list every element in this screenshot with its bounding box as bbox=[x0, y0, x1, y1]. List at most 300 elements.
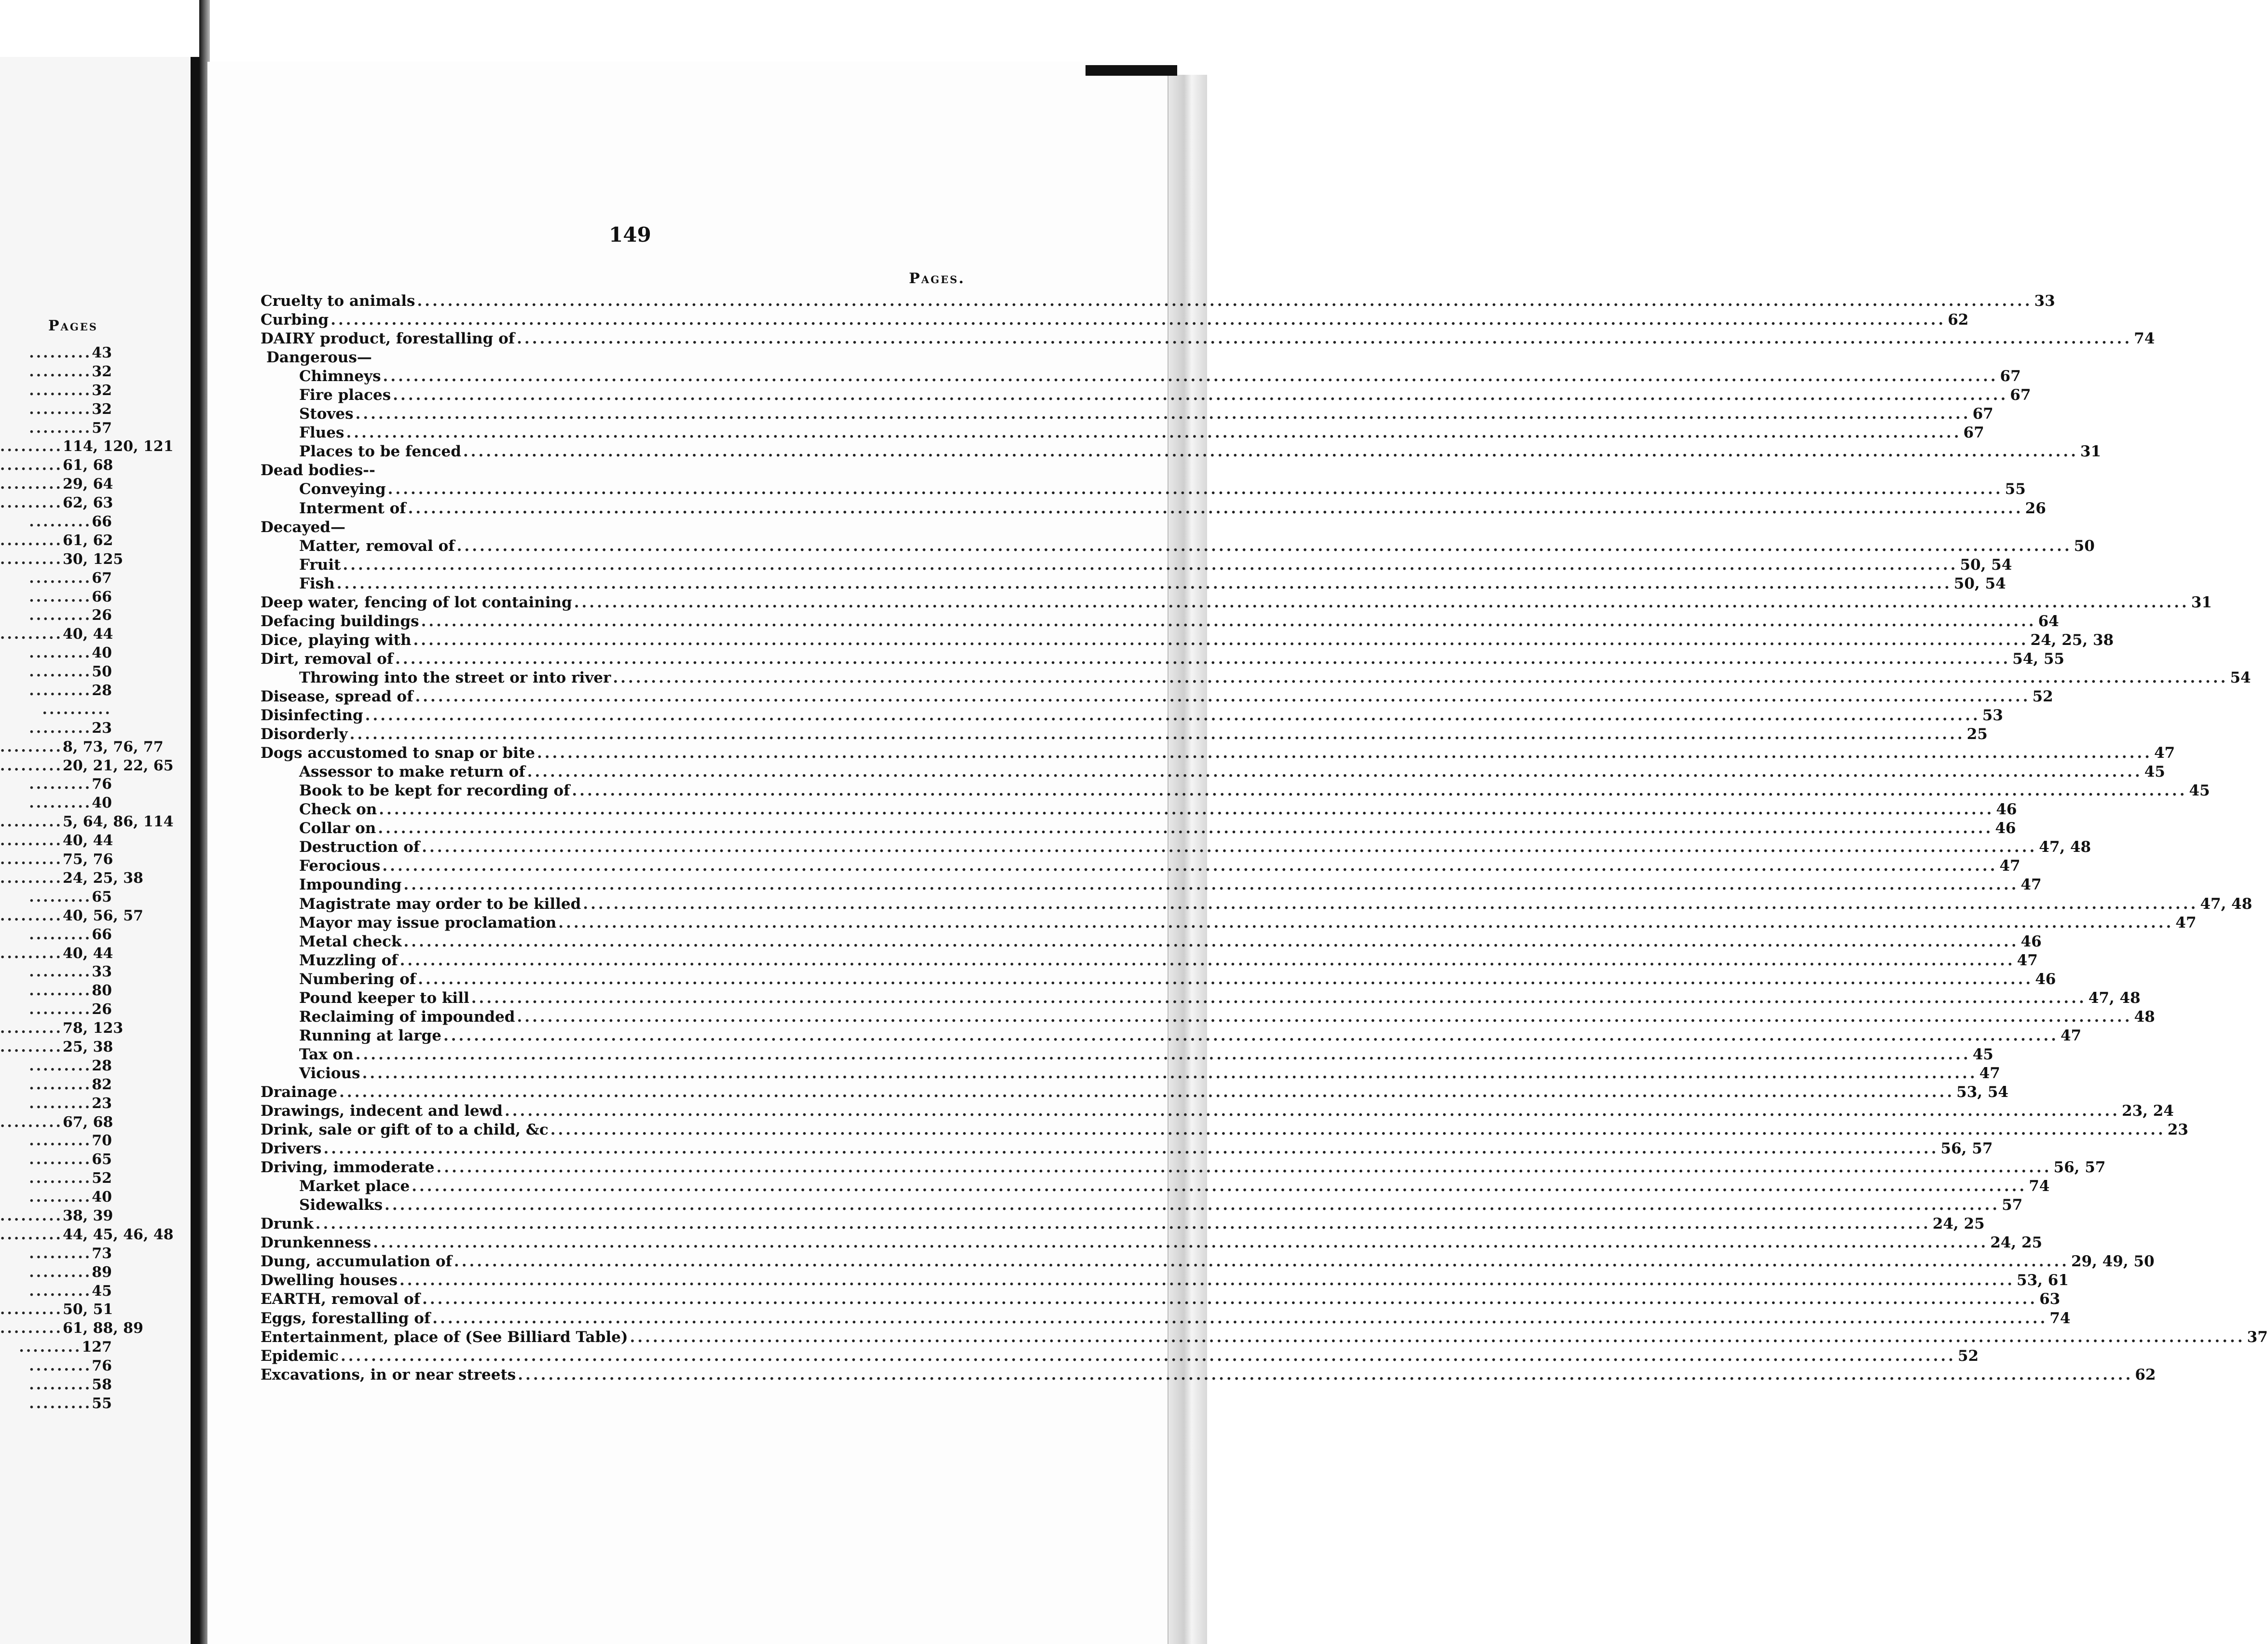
index-entry bbox=[261, 442, 2102, 461]
left-ref-pages: 67, 68 bbox=[63, 1113, 113, 1131]
leader-dots: ......... bbox=[29, 1170, 92, 1187]
index-term: Collar on bbox=[299, 820, 376, 837]
leader-dots bbox=[613, 669, 2228, 687]
index-term: Running at large bbox=[299, 1027, 441, 1044]
leader-dots bbox=[341, 1347, 1956, 1366]
index-entry bbox=[261, 1328, 2268, 1347]
left-ref-pages: 23 bbox=[92, 1095, 112, 1112]
left-ref-row bbox=[0, 513, 112, 532]
leader-dots bbox=[422, 1290, 2037, 1309]
left-ref-row bbox=[0, 1132, 112, 1151]
left-ref-pages: 76 bbox=[92, 776, 112, 793]
index-entry bbox=[261, 1233, 2043, 1252]
left-ref-pages: 70 bbox=[92, 1132, 112, 1150]
index-term: Drainage bbox=[261, 1083, 338, 1101]
left-ref-pages: 75, 76 bbox=[63, 851, 113, 868]
left-ref-pages: 20, 21, 22, 65 bbox=[63, 757, 174, 774]
left-ref-row bbox=[0, 869, 144, 888]
left-ref-row bbox=[0, 1038, 112, 1057]
index-entry bbox=[261, 1177, 2050, 1196]
index-entry bbox=[261, 424, 1984, 442]
left-ref-pages: 61, 88, 89 bbox=[63, 1320, 144, 1337]
leader-dots: ......... bbox=[29, 1095, 92, 1112]
index-pages: 46 bbox=[2021, 932, 2042, 950]
leader-dots: ......... bbox=[29, 382, 92, 399]
leader-dots: ......... bbox=[29, 663, 92, 681]
index-pages: 74 bbox=[2049, 1309, 2071, 1327]
leader-dots: ......... bbox=[0, 1207, 63, 1224]
left-ref-row bbox=[0, 907, 144, 926]
left-ref-row bbox=[0, 719, 112, 738]
index-pages: 47 bbox=[2175, 914, 2197, 932]
index-pages: 67 bbox=[2010, 386, 2031, 404]
left-ref-pages: 66 bbox=[92, 513, 112, 531]
left-ref-pages: 57 bbox=[92, 419, 112, 437]
index-pages: 23 bbox=[2167, 1121, 2188, 1139]
index-entry bbox=[261, 669, 2251, 687]
index-term: Stoves bbox=[299, 405, 354, 423]
leader-dots bbox=[337, 575, 1952, 593]
index-entry bbox=[261, 1215, 1985, 1233]
index-term: Drivers bbox=[261, 1140, 322, 1158]
leader-dots: ......... bbox=[0, 1320, 63, 1337]
leader-dots: ......... bbox=[29, 888, 92, 905]
index-pages: 53 bbox=[1982, 707, 2003, 725]
leader-dots: ......... bbox=[0, 494, 63, 512]
index-term: Reclaiming of impounded bbox=[299, 1008, 515, 1026]
index-term: Tax on bbox=[299, 1045, 354, 1063]
left-ref-row bbox=[0, 1076, 112, 1095]
left-ref-row bbox=[0, 625, 112, 644]
left-ref-row bbox=[0, 1282, 112, 1301]
left-ref-pages: 40, 44 bbox=[63, 945, 113, 962]
leader-dots: ......... bbox=[0, 1226, 63, 1243]
index-pages: 56, 57 bbox=[2053, 1159, 2106, 1177]
left-ref-pages: 32 bbox=[92, 363, 112, 380]
index-term: Numbering of bbox=[299, 970, 416, 988]
leader-dots: ......... bbox=[0, 832, 63, 849]
index-entry bbox=[261, 292, 2055, 311]
left-ref-pages: 114, 120, 121 bbox=[63, 438, 174, 455]
index-entry bbox=[261, 687, 2053, 706]
index-pages: 53, 54 bbox=[1956, 1083, 2008, 1101]
index-term: Assessor to make return of bbox=[299, 763, 525, 781]
leader-dots: ......... bbox=[29, 1001, 92, 1018]
index-term: Dogs accustomed to snap or bite bbox=[261, 744, 535, 762]
leader-dots: ......... bbox=[0, 907, 63, 924]
leader-dots: ......... bbox=[0, 1038, 63, 1055]
index-pages: 57 bbox=[2002, 1196, 2023, 1214]
leader-dots bbox=[388, 480, 2003, 499]
index-pages: 47 bbox=[1979, 1064, 2000, 1082]
left-ref-row bbox=[0, 1245, 112, 1263]
index-term: Metal check bbox=[299, 932, 402, 950]
left-ref-row bbox=[0, 1095, 112, 1113]
left-ref-row bbox=[0, 794, 112, 813]
index-entry bbox=[261, 329, 2155, 348]
index-pages: 56, 57 bbox=[1940, 1140, 1993, 1158]
index-entry bbox=[261, 970, 2056, 989]
leader-dots bbox=[527, 763, 2143, 781]
left-ref-pages: 55 bbox=[92, 1395, 112, 1412]
index-entry bbox=[261, 650, 2065, 669]
index-pages: 47 bbox=[1999, 857, 2021, 875]
index-list bbox=[261, 292, 2268, 1384]
index-entry bbox=[261, 556, 2012, 575]
index-term: Chimneys bbox=[299, 368, 381, 385]
left-ref-pages: 66 bbox=[92, 926, 112, 943]
left-ref-pages: 40, 44 bbox=[63, 626, 113, 643]
leader-dots: ......... bbox=[0, 738, 63, 755]
left-ref-row bbox=[0, 419, 112, 438]
leader-dots: ......... bbox=[29, 1282, 92, 1300]
scan-artifact bbox=[1086, 65, 1177, 76]
index-entry bbox=[261, 1027, 2082, 1045]
leader-dots: ......... bbox=[19, 1339, 82, 1356]
leader-dots bbox=[330, 311, 1946, 329]
index-pages: 33 bbox=[2034, 292, 2055, 310]
index-entry bbox=[261, 1064, 2000, 1083]
leader-dots bbox=[346, 424, 1962, 442]
index-pages: 62 bbox=[1948, 311, 1969, 329]
leader-dots bbox=[418, 970, 2033, 989]
leader-dots bbox=[404, 932, 2019, 951]
index-pages: 45 bbox=[1972, 1045, 1993, 1063]
index-term: Throwing into the street or into river bbox=[299, 669, 611, 686]
leader-dots bbox=[362, 1064, 1978, 1083]
index-term: Flues bbox=[299, 424, 344, 442]
leader-dots: ......... bbox=[0, 476, 63, 493]
index-term: Conveying bbox=[299, 480, 386, 498]
left-ref-row bbox=[0, 1019, 124, 1038]
leader-dots bbox=[471, 989, 2087, 1008]
index-term: Fire places bbox=[299, 386, 391, 404]
left-ref-row bbox=[0, 1395, 112, 1413]
index-pages: 50, 54 bbox=[1953, 575, 2006, 592]
leader-dots bbox=[356, 405, 1971, 424]
leader-dots bbox=[324, 1139, 1939, 1158]
left-ref-row bbox=[0, 363, 112, 382]
left-ref-row bbox=[0, 644, 112, 663]
leader-dots: ......... bbox=[29, 1395, 92, 1412]
leader-dots: ......... bbox=[29, 344, 92, 361]
index-pages: 23, 24 bbox=[2121, 1102, 2174, 1120]
leader-dots bbox=[517, 329, 2132, 348]
leader-dots bbox=[356, 1045, 1971, 1064]
leader-dots: ......... bbox=[0, 869, 63, 887]
left-page-refs bbox=[0, 344, 174, 1413]
index-pages: 67 bbox=[1963, 424, 1984, 442]
leader-dots: ......... bbox=[29, 644, 92, 662]
left-ref-row bbox=[0, 344, 112, 363]
left-ref-row bbox=[0, 475, 112, 494]
leader-dots bbox=[550, 1121, 2166, 1139]
left-ref-row bbox=[0, 832, 112, 850]
index-pages: 74 bbox=[2134, 330, 2155, 348]
index-term: Book to be kept for recording of bbox=[299, 782, 570, 800]
leader-dots bbox=[572, 781, 2187, 800]
left-ref-pages: 8, 73, 76, 77 bbox=[63, 738, 164, 755]
left-ref-pages: 50 bbox=[92, 663, 112, 681]
leader-dots bbox=[421, 612, 2036, 631]
index-term: Dangerous— bbox=[266, 349, 372, 367]
index-term: Drawings, indecent and lewd bbox=[261, 1102, 503, 1120]
left-ref-row bbox=[0, 663, 112, 682]
leader-dots: ......... bbox=[29, 776, 92, 793]
left-ref-pages: 61, 62 bbox=[63, 532, 113, 549]
left-ref-pages: 82 bbox=[92, 1076, 112, 1093]
index-term: Drunk bbox=[261, 1215, 314, 1233]
leader-dots bbox=[457, 537, 2072, 556]
leader-dots: ......... bbox=[0, 945, 63, 962]
left-ref-row bbox=[0, 888, 112, 907]
left-ref-pages: 29, 64 bbox=[63, 476, 113, 493]
index-term: Muzzling of bbox=[299, 951, 398, 969]
left-ref-row bbox=[0, 757, 174, 776]
leader-dots: ......... bbox=[29, 363, 92, 380]
leader-dots: ......... bbox=[29, 682, 92, 699]
leader-dots bbox=[437, 1158, 2052, 1177]
left-ref-row bbox=[0, 400, 112, 419]
index-term: Decayed— bbox=[261, 518, 345, 536]
index-term: Fish bbox=[299, 575, 335, 592]
index-term: Curbing bbox=[261, 311, 329, 329]
leader-dots bbox=[343, 556, 1958, 575]
leader-dots bbox=[517, 1008, 2132, 1027]
left-ref-pages: 33 bbox=[92, 963, 112, 981]
leader-dots: ......... bbox=[29, 963, 92, 981]
left-ref-pages: 40, 44 bbox=[63, 832, 113, 849]
left-facing-page bbox=[0, 57, 199, 1644]
index-term: Drink, sale or gift of to a child, &c bbox=[261, 1121, 549, 1139]
index-pages: 64 bbox=[2038, 612, 2059, 630]
index-term: Excavations, in or near streets bbox=[261, 1366, 516, 1384]
leader-dots bbox=[400, 951, 2015, 970]
left-ref-pages: 89 bbox=[92, 1263, 112, 1281]
index-term: Pound keeper to kill bbox=[299, 989, 469, 1007]
leader-dots: ......... bbox=[29, 607, 92, 624]
index-term: Sidewalks bbox=[299, 1196, 383, 1214]
index-entry bbox=[261, 876, 2042, 894]
index-term: Cruelty to animals bbox=[261, 292, 415, 310]
leader-dots: ......... bbox=[29, 1132, 92, 1150]
index-entry bbox=[261, 1252, 2155, 1271]
index-pages: 67 bbox=[2000, 368, 2021, 385]
left-ref-pages: 23 bbox=[92, 719, 112, 737]
left-ref-pages: 80 bbox=[92, 982, 112, 1000]
left-ref-row bbox=[0, 456, 112, 475]
index-pages: 46 bbox=[1995, 820, 2016, 837]
index-pages: 62 bbox=[2135, 1366, 2156, 1384]
index-entry bbox=[261, 800, 2017, 819]
leader-dots: ......... bbox=[0, 550, 63, 568]
index-pages: 48 bbox=[2134, 1008, 2155, 1026]
index-entry bbox=[261, 932, 2042, 951]
index-pages: 24, 25 bbox=[1990, 1234, 2043, 1252]
left-ref-pages: 50, 51 bbox=[63, 1301, 113, 1318]
left-ref-row bbox=[0, 1113, 112, 1132]
left-ref-row bbox=[0, 1188, 112, 1207]
index-entry bbox=[261, 1366, 2156, 1384]
index-entry bbox=[261, 1309, 2071, 1328]
index-term: Dwelling houses bbox=[261, 1272, 398, 1289]
index-entry bbox=[261, 386, 2031, 405]
leader-dots: ......... bbox=[29, 569, 92, 587]
left-ref-row bbox=[0, 588, 112, 607]
index-term: Destruction of bbox=[299, 838, 420, 856]
leader-dots: ......... bbox=[29, 1263, 92, 1281]
left-ref-pages: 25, 38 bbox=[63, 1038, 113, 1055]
index-pages: 25 bbox=[1966, 726, 1988, 743]
leader-dots: ......... bbox=[0, 1113, 63, 1131]
leader-dots bbox=[365, 706, 1980, 725]
leader-dots: ......... bbox=[0, 1301, 63, 1318]
left-ref-row bbox=[0, 1057, 112, 1076]
leader-dots: ......... bbox=[29, 419, 92, 437]
leader-dots: ......... bbox=[29, 1057, 92, 1074]
index-term: Defacing buildings bbox=[261, 612, 419, 630]
left-ref-pages: 58 bbox=[92, 1376, 112, 1393]
left-ref-row bbox=[0, 1207, 112, 1226]
left-ref-pages: 73 bbox=[92, 1245, 112, 1262]
left-ref-row bbox=[0, 494, 112, 513]
index-term: Dice, playing with bbox=[261, 631, 412, 649]
left-ref-row bbox=[0, 1000, 112, 1019]
left-ref-pages: 127 bbox=[82, 1339, 112, 1356]
index-pages: 31 bbox=[2080, 443, 2102, 461]
left-ref-pages: 78, 123 bbox=[63, 1020, 124, 1037]
index-entry bbox=[261, 744, 2175, 763]
left-ref-pages: 40 bbox=[92, 644, 112, 662]
index-entry bbox=[261, 1290, 2061, 1309]
index-pages: 47, 48 bbox=[2200, 895, 2253, 913]
leader-dots bbox=[415, 687, 2030, 706]
index-term: Fruit bbox=[299, 556, 341, 574]
left-ref-row bbox=[0, 1376, 112, 1395]
leader-dots: .......... bbox=[42, 700, 112, 718]
index-entry bbox=[261, 706, 2003, 725]
left-ref-row bbox=[0, 1357, 112, 1376]
index-entry bbox=[261, 518, 965, 537]
index-term: Matter, removal of bbox=[299, 537, 455, 555]
index-entry bbox=[261, 311, 1969, 329]
index-pages: 46 bbox=[2035, 970, 2056, 988]
index-pages: 24, 25 bbox=[1932, 1215, 1985, 1233]
left-ref-pages: 65 bbox=[92, 888, 112, 905]
leader-dots bbox=[393, 386, 2008, 405]
leader-dots: ......... bbox=[29, 588, 92, 605]
left-ref-row bbox=[0, 1263, 112, 1282]
left-ref-pages: 65 bbox=[92, 1151, 112, 1168]
index-pages: 54, 55 bbox=[2012, 650, 2065, 668]
index-term: Magistrate may order to be killed bbox=[299, 895, 581, 913]
index-entry bbox=[261, 1271, 2069, 1290]
index-entry bbox=[261, 612, 2059, 631]
left-ref-pages: 28 bbox=[92, 682, 112, 699]
left-ref-row bbox=[0, 1301, 112, 1319]
left-ref-row bbox=[0, 963, 112, 982]
leader-dots bbox=[413, 631, 2029, 650]
leader-dots bbox=[463, 442, 2078, 461]
index-pages: 47 bbox=[2017, 951, 2038, 969]
index-entry bbox=[261, 763, 2165, 781]
left-ref-pages: 40 bbox=[92, 795, 112, 812]
left-ref-row bbox=[0, 606, 112, 625]
leader-dots: ......... bbox=[29, 1376, 92, 1393]
index-term: Dead bodies-- bbox=[261, 462, 375, 480]
index-term: Entertainment, place of (See Billiard Table) bbox=[261, 1328, 628, 1346]
index-entry bbox=[261, 914, 2197, 932]
leader-dots bbox=[558, 914, 2173, 932]
index-entry bbox=[261, 1158, 2106, 1177]
left-pages-label: Pages bbox=[48, 317, 98, 334]
left-ref-row bbox=[0, 550, 124, 569]
index-pages: 24, 25, 38 bbox=[2030, 631, 2114, 649]
index-term: Drunkenness bbox=[261, 1234, 371, 1252]
leader-dots bbox=[383, 367, 1998, 386]
leader-dots: ......... bbox=[29, 982, 92, 1000]
index-entry bbox=[261, 1121, 2188, 1139]
leader-dots bbox=[379, 800, 1994, 819]
leader-dots bbox=[630, 1328, 2245, 1347]
index-entry bbox=[261, 951, 2038, 970]
index-entry bbox=[261, 1083, 2008, 1102]
index-entry bbox=[261, 405, 1993, 424]
index-term: Disease, spread of bbox=[261, 687, 413, 705]
leader-dots: ......... bbox=[0, 1020, 63, 1037]
pages-column-label: Pages. bbox=[909, 270, 965, 287]
left-ref-row bbox=[0, 1226, 174, 1245]
leader-dots bbox=[432, 1309, 2048, 1328]
index-entry bbox=[261, 819, 2016, 838]
index-entry bbox=[261, 537, 2095, 556]
index-pages: 50, 54 bbox=[1960, 556, 2012, 574]
index-pages: 55 bbox=[2005, 480, 2026, 498]
left-ref-pages: 24, 25, 38 bbox=[63, 869, 144, 887]
left-ref-row bbox=[0, 382, 112, 400]
leader-dots bbox=[373, 1233, 1988, 1252]
left-ref-row bbox=[0, 532, 112, 550]
left-ref-pages: 44, 45, 46, 48 bbox=[63, 1226, 174, 1243]
leader-dots: ......... bbox=[29, 719, 92, 737]
index-term: Epidemic bbox=[261, 1347, 339, 1365]
left-ref-pages: 76 bbox=[92, 1357, 112, 1375]
leader-dots bbox=[454, 1252, 2069, 1271]
left-ref-row bbox=[0, 700, 112, 719]
left-ref-row bbox=[0, 1169, 112, 1188]
leader-dots: ......... bbox=[0, 757, 63, 774]
index-pages: 45 bbox=[2189, 782, 2210, 800]
index-entry bbox=[261, 631, 2114, 650]
left-ref-row bbox=[0, 813, 174, 832]
index-term: Eggs, forestalling of bbox=[261, 1309, 431, 1327]
left-ref-pages: 32 bbox=[92, 382, 112, 399]
index-pages: 46 bbox=[1996, 801, 2017, 819]
index-pages: 45 bbox=[2144, 763, 2165, 781]
index-term: Mayor may issue proclamation bbox=[299, 914, 557, 932]
index-entry bbox=[261, 575, 2006, 593]
index-pages: 26 bbox=[2025, 499, 2046, 517]
index-term: Disorderly bbox=[261, 726, 348, 743]
leader-dots: ......... bbox=[0, 813, 63, 831]
leader-dots: ......... bbox=[29, 1245, 92, 1262]
leader-dots: ......... bbox=[0, 532, 63, 549]
index-entry bbox=[261, 1347, 1979, 1366]
left-ref-pages: 26 bbox=[92, 1001, 112, 1018]
index-pages: 52 bbox=[2032, 687, 2053, 705]
leader-dots: ......... bbox=[0, 457, 63, 474]
index-pages: 53, 61 bbox=[2017, 1272, 2069, 1289]
